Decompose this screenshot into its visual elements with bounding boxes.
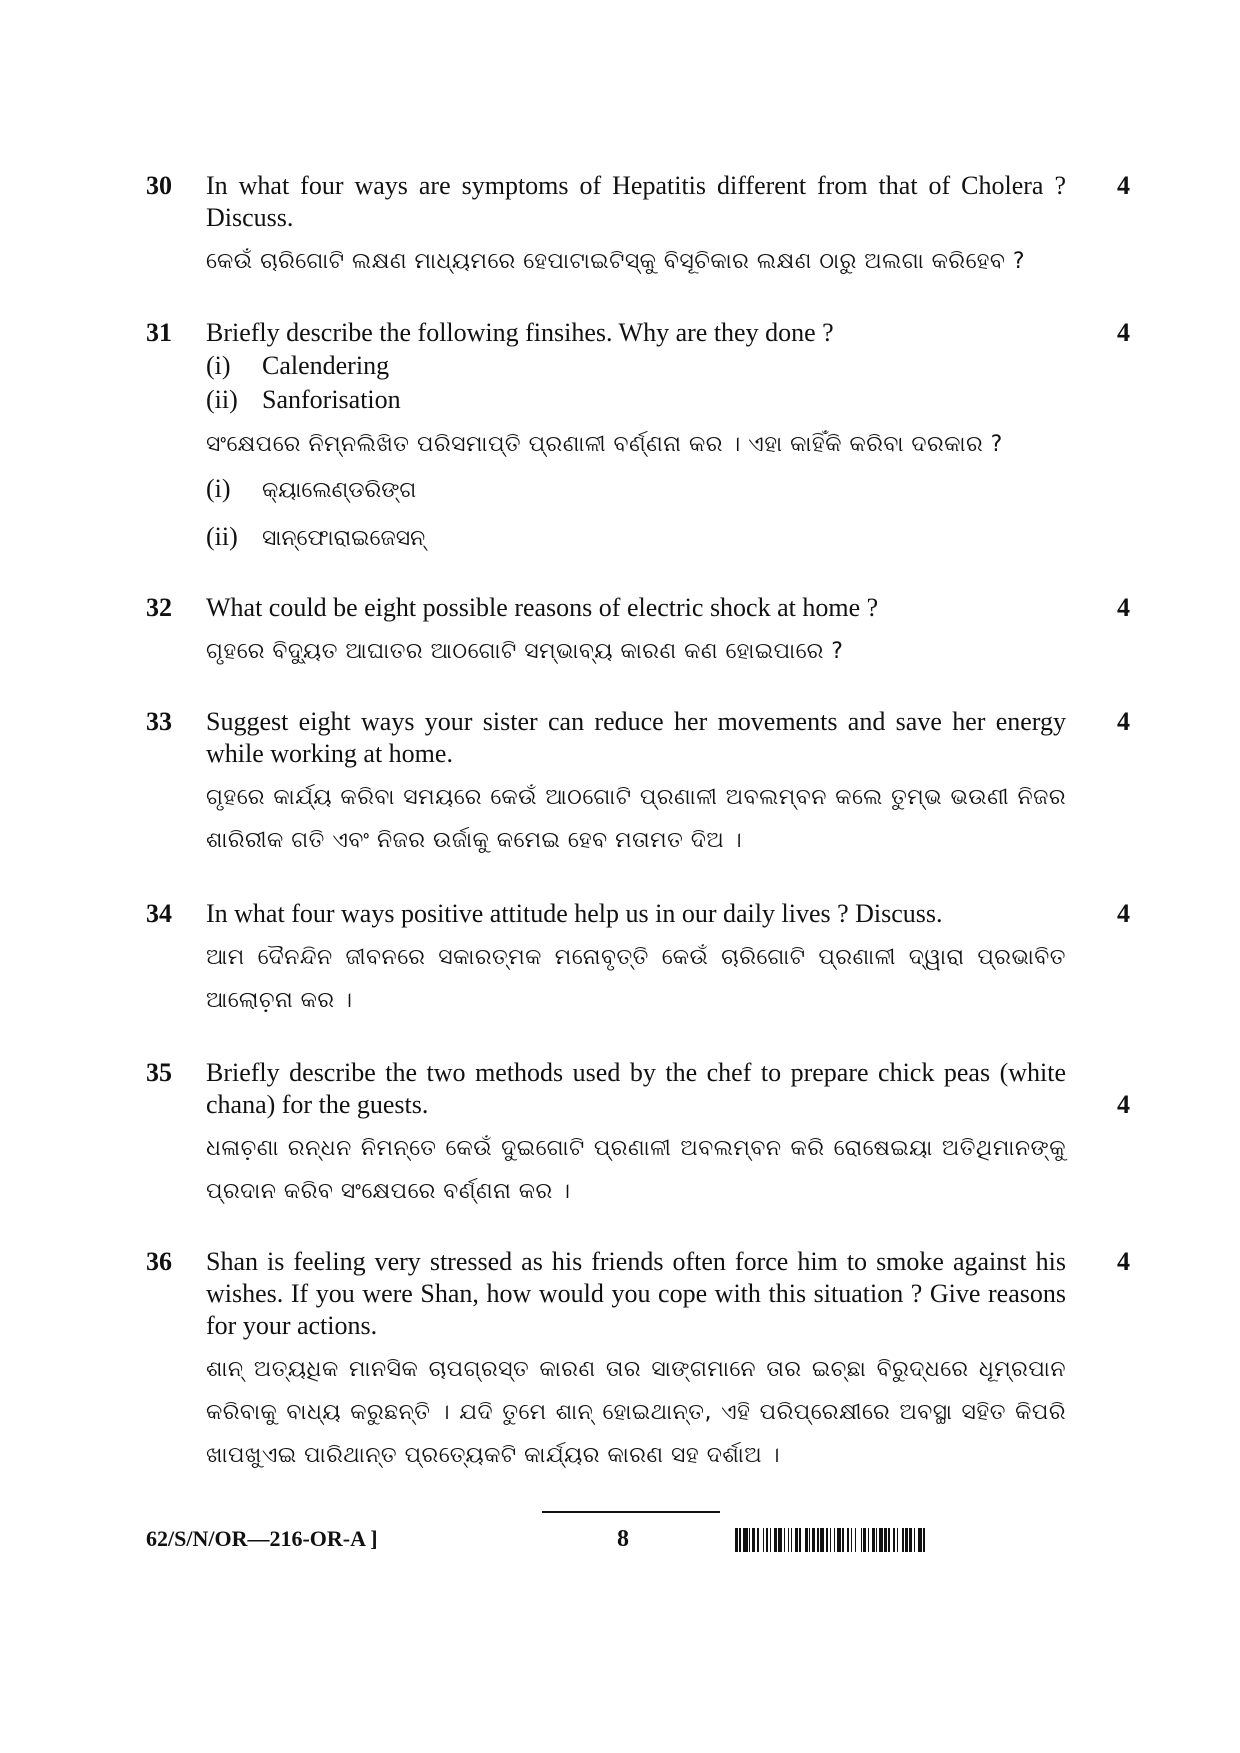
sub-item-text: କ୍ୟାଲେଣ୍ଡରିଙ୍ଗ: [262, 478, 417, 503]
sub-item-numeral: (ii): [206, 522, 238, 551]
question-number: 35: [146, 1058, 172, 1087]
question-text-english: In what four ways are symptoms of Hepatitis different from that of Cholera ? Discuss.: [206, 171, 1066, 232]
question-marks: 4: [1117, 707, 1130, 736]
question-text-english: Shan is feeling very stressed as his friends often force him to smoke against his wishes. If you were Shan, how would you cope with this situation ? Give reasons for your actions.: [206, 1247, 1066, 1340]
sub-item-numeral: (i): [206, 474, 231, 503]
question-marks: 4: [1117, 593, 1130, 622]
question-body: [206, 592, 1066, 673]
sub-item-odia: [206, 466, 1066, 514]
question-number: 31: [146, 318, 172, 347]
question-marks: 4: [1117, 1090, 1130, 1119]
question-text-english: What could be eight possible reasons of electric shock at home ?: [206, 593, 879, 622]
question-text-odia: ଧଳାଚ଼ଣା ରନ୍ଧନ ନିମନ୍ତେ କେଉଁ ଦୁଇଗୋଟି ପ୍ରଣାଳୀ ଅବଲମ୍ବନ କରି ରୋଷେଇୟା ଅତିଥିମାନଙ୍କୁ ପ୍ରଦାନ କରିବ ସଂକ୍ଷେପରେ ବର୍ଣ୍ଣନା କର ।: [206, 1136, 1066, 1204]
question-text-odia: କେଉଁ ଚାରିଗୋଟି ଲକ୍ଷଣ ମାଧ୍ୟମରେ ହେପାଟାଇଟିସ୍‌କୁ ବିସୂଚିକାର ଲକ୍ଷଣ ଠାରୁ ଅଲଗା କରିହେବ ?: [206, 249, 1026, 274]
footer-divider: [542, 1511, 720, 1513]
question-body: [206, 706, 1066, 862]
question-marks: 4: [1117, 318, 1130, 347]
question-marks: 4: [1117, 171, 1130, 200]
barcode-icon: [735, 1528, 989, 1552]
question-number: 34: [146, 899, 172, 928]
question-body: [206, 170, 1066, 283]
sub-item-numeral: (i): [206, 351, 231, 380]
question-text-odia: ଗୃହରେ କାର୍ଯ୍ୟ କରିବା ସମୟରେ କେଉଁ ଆଠଗୋଟି ପ୍ରଣାଳୀ ଅବଲମ୍ବନ କଲେ ତୁମ୍ଭ ଭଉଣୀ ନିଜର ଶାରିରୀକ ଗତି ଏବଂ ନିଜର ଉର୍ଜାକୁ କମେଇ ହେବ ମତାମତ ଦିଅ ।: [206, 785, 1066, 853]
question-number: 36: [146, 1247, 172, 1276]
question-text-english: Briefly describe the two methods used by the chef to prepare chick peas (white chana) for the guests.: [206, 1058, 1066, 1119]
question-text-odia: ଗୃହରେ ବିଦ୍ୟୁତ ଆଘାତର ଆଠଗୋଟି ସମ୍ଭାବ୍ୟ କାରଣ କଣ ହୋଇପାରେ ?: [206, 639, 844, 664]
question-text-english: In what four ways positive attitude help us in our daily lives ? Discuss.: [206, 899, 943, 928]
page-number: 8: [617, 1526, 629, 1552]
question-text-english: Briefly describe the following finsihes. Why are they done ?: [206, 318, 834, 347]
sub-item-numeral: (ii): [206, 385, 238, 414]
question-body: [206, 898, 1066, 1022]
sub-item-text: ସାନ୍‌ଫୋରାଇଜେସନ୍: [262, 526, 426, 551]
sub-item-english: [206, 349, 1066, 383]
question-marks: 4: [1117, 899, 1130, 928]
paper-code: 62/S/N/OR—216-OR-A ]: [146, 1526, 378, 1551]
question-body: [206, 1246, 1066, 1477]
sub-item-english: [206, 383, 1066, 417]
barcode-bar: [925, 1528, 928, 1552]
question-number: 32: [146, 593, 172, 622]
sub-item-text: Sanforisation: [262, 385, 401, 414]
sub-item-odia: [206, 514, 1066, 562]
question-number: 33: [146, 707, 172, 736]
question-text-odia: ସଂକ୍ଷେପରେ ନିମ୍ନଲିଖିତ ପରିସମାପ୍ତି ପ୍ରଣାଳୀ ବର୍ଣ୍ଣନା କର । ଏହା କାହିଁକି କରିବା ଦରକାର ?: [206, 432, 1003, 457]
question-body: [206, 317, 1066, 562]
question-number: 30: [146, 171, 172, 200]
question-body: [206, 1057, 1066, 1213]
sub-item-text: Calendering: [262, 351, 390, 380]
question-marks: 4: [1117, 1247, 1130, 1276]
question-text-odia: ଶାନ୍ ଅତ୍ୟଧିକ ମାନସିକ ଚାପଗ୍ରସ୍ତ କାରଣ ତାର ସାଙ୍ଗମାନେ ତାର ଇଚ୍ଛା ବିରୁଦ୍ଧରେ ଧୂମ୍ରପାନ କରିବାକୁ ବାଧ୍ୟ କରୁଛନ୍ତି । ଯଦି ତୁମେ ଶାନ୍ ହୋଇଥାନ୍ତ, ଏହି ପରିପ୍ରେକ୍ଷୀରେ ଅବସ୍ଥା ସହିତ କିପରି ଖାପଖୁଏଇ ପାରିଥାନ୍ତ ପ୍ରତ୍ୟେକଟି କାର୍ଯ୍ୟର କାରଣ ସହ ଦର୍ଶାଅ ।: [206, 1357, 1066, 1468]
question-text-english: Suggest eight ways your sister can reduce her movements and save her energy while working at home.: [206, 707, 1066, 768]
question-text-odia: ଆମ ଦୈନନ୍ଦିନ ଜୀବନରେ ସକାରତ୍ମକ ମନୋବୃତ୍ତି କେଉଁ ଚାରିଗୋଟି ପ୍ରଣାଳୀ ଦ୍ୱାରା ପ୍ରଭାବିତ ଆଲୋଚ଼ନା କର ।: [206, 945, 1066, 1013]
